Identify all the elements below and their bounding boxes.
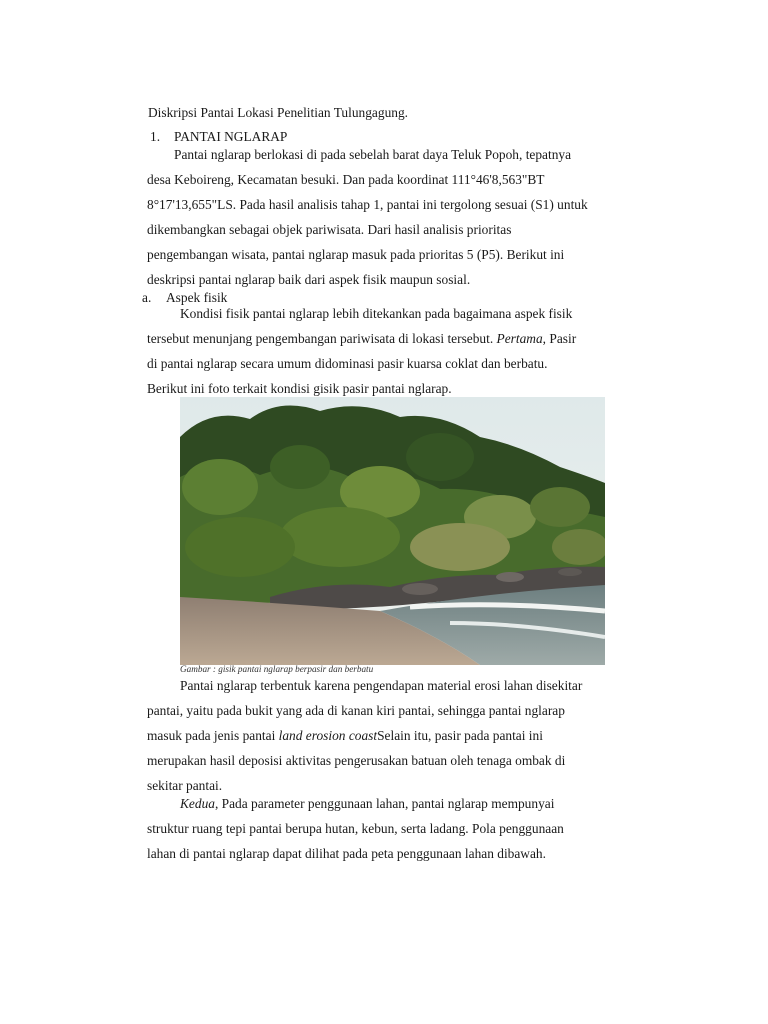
paragraph-line: dikembangkan sebagai objek pariwisata. Dari hasil analisis prioritas (147, 222, 512, 237)
paragraph-line: Kondisi fisik pantai nglarap lebih ditekankan pada bagaimana aspek fisik (180, 306, 573, 321)
paragraph-line: Pantai nglarap terbentuk karena pengendapan material erosi lahan disekitar (180, 678, 583, 693)
paragraph-line: lahan di pantai nglarap dapat dilihat pada peta penggunaan lahan dibawah. (147, 846, 546, 861)
paragraph-line: Berikut ini foto terkait kondisi gisik pasir pantai nglarap. (147, 381, 452, 396)
paragraph-line: merupakan hasil deposisi aktivitas pengerusakan batuan oleh tenaga ombak di (147, 753, 566, 768)
figure-caption: Gambar : gisik pantai nglarap berpasir dan berbatu (180, 664, 374, 674)
document-heading: Diskripsi Pantai Lokasi Penelitian Tulungagung. (148, 105, 408, 120)
section-number: 1. (150, 129, 161, 144)
paragraph-line: pantai, yaitu pada bukit yang ada di kanan kiri pantai, sehingga pantai nglarap (147, 703, 565, 718)
paragraph-line: pengembangan wisata, pantai nglarap masuk pada prioritas 5 (P5). Berikut ini (147, 247, 565, 262)
paragraph-line: sekitar pantai. (147, 778, 223, 793)
paragraph-line: 8°17'13,655"LS. Pada hasil analisis tahap 1, pantai ini tergolong sesuai (S1) untuk (147, 197, 588, 212)
paragraph-line: desa Keboireng, Kecamatan besuki. Dan pada koordinat 111°46'8,563"BT (147, 172, 545, 187)
beach-photo-illustration (180, 397, 605, 665)
subsection-title: Aspek fisik (166, 290, 228, 305)
paragraph-line: Pantai nglarap berlokasi di pada sebelah barat daya Teluk Popoh, tepatnya (174, 147, 572, 162)
paragraph-line: deskripsi pantai nglarap baik dari aspek fisik maupun sosial. (147, 272, 471, 287)
paragraph-line: struktur ruang tepi pantai berupa hutan, kebun, serta ladang. Pola penggunaan (147, 821, 564, 836)
section-title: PANTAI NGLARAP (174, 129, 288, 144)
paragraph-line: Kedua, Pada parameter penggunaan lahan, pantai nglarap mempunyai (180, 796, 555, 811)
subsection-label: a. (142, 290, 152, 305)
paragraph-line: tersebut menunjang pengembangan pariwisata di lokasi tersebut. Pertama, Pasir (147, 331, 577, 346)
paragraph-line: masuk pada jenis pantai land erosion coastSelain itu, pasir pada pantai ini (147, 728, 543, 743)
paragraph-line: di pantai nglarap secara umum didominasi pasir kuarsa coklat dan berbatu. (147, 356, 548, 371)
beach-photo (180, 397, 605, 665)
